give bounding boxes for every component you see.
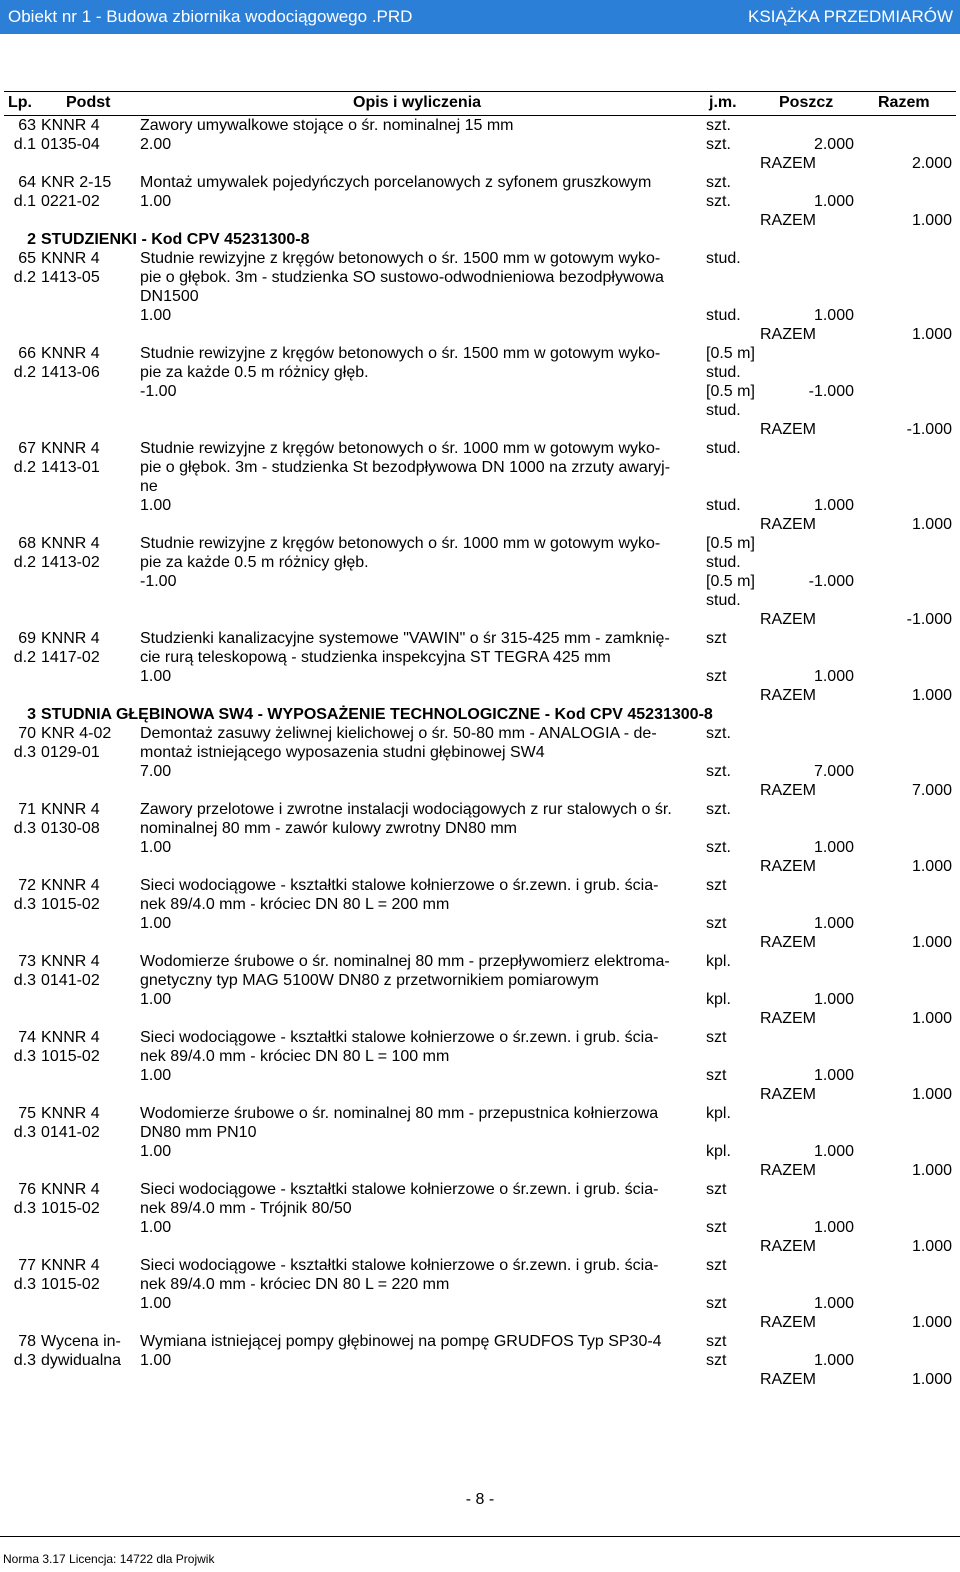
unit-of-measure: stud. xyxy=(706,250,741,267)
quantity: -1.00 xyxy=(140,573,177,590)
basis-code: KNNR 4 xyxy=(41,250,100,267)
item-number: 69 xyxy=(18,630,36,647)
section-title: STUDZIENKI - Kod CPV 45231300-8 xyxy=(41,231,310,248)
unit-of-measure: [0.5 m] xyxy=(706,535,755,552)
quantity: 1.00 xyxy=(140,307,172,324)
description-line: nominalnej 80 mm - zawór kulowy zwrotny DN80 mm xyxy=(140,820,517,837)
total-value: 1.000 xyxy=(911,1162,952,1179)
calculation-line xyxy=(140,990,956,1009)
basis-code-detail: 1413-06 xyxy=(41,364,100,381)
basis-code: KNNR 4 xyxy=(41,877,100,894)
unit-of-measure: szt. xyxy=(706,725,731,742)
quantity-unit: szt. xyxy=(706,763,731,780)
total-value: 1.000 xyxy=(911,1314,952,1331)
calculation-line xyxy=(140,914,956,933)
partial-total: 1.000 xyxy=(813,497,854,514)
item-chapter: d.2 xyxy=(13,459,36,476)
item-chapter: d.2 xyxy=(13,554,36,571)
quantity-unit: stud. xyxy=(706,307,741,324)
partial-total: 1.000 xyxy=(813,1143,854,1160)
description-line: Zawory przelotowe i zwrotne instalacji wodociągowych z rur stalowych o śr. xyxy=(140,801,672,818)
basis-code-detail: 1015-02 xyxy=(41,1200,100,1217)
quantity-unit: szt xyxy=(706,1352,727,1369)
unit-of-measure: stud. xyxy=(706,440,741,457)
total-value: -1.000 xyxy=(906,421,952,438)
section-title: STUDNIA GŁĘBINOWA SW4 - WYPOSAŻENIE TECHNOLOGICZNE - Kod CPV 45231300-8 xyxy=(41,706,713,723)
item-chapter: d.3 xyxy=(13,1276,36,1293)
total-line xyxy=(140,686,956,705)
item-number: 63 xyxy=(18,117,36,134)
unit-of-measure: szt xyxy=(706,630,727,647)
quantity: 1.00 xyxy=(140,915,172,932)
calculation-line xyxy=(140,496,956,515)
total-line xyxy=(140,1085,956,1104)
unit-of-measure: szt xyxy=(706,1257,727,1274)
header-jm: j.m. xyxy=(709,94,737,111)
total-line xyxy=(140,154,956,173)
total-value: 1.000 xyxy=(911,1010,952,1027)
quantity-unit: szt. xyxy=(706,193,731,210)
description-line: Studzienki kanalizacyjne systemowe "VAWIN" o śr 315-425 mm - zamknię- xyxy=(140,630,670,647)
total-line xyxy=(140,420,956,439)
description-line: gnetyczny typ MAG 5100W DN80 z przetwornikiem pomiarowym xyxy=(140,972,599,989)
basis-code-detail: 0130-08 xyxy=(41,820,100,837)
partial-total: 1.000 xyxy=(813,1067,854,1084)
basis-code: KNNR 4 xyxy=(41,1029,100,1046)
basis-code: KNNR 4 xyxy=(41,117,100,134)
item-number: 76 xyxy=(18,1181,36,1198)
quantity-unit: stud. xyxy=(706,402,741,419)
total-value: 1.000 xyxy=(911,687,952,704)
quantity: 1.00 xyxy=(140,991,172,1008)
unit-of-measure: [0.5 m] xyxy=(706,345,755,362)
item-number: 71 xyxy=(18,801,36,818)
total-value: 1.000 xyxy=(911,934,952,951)
description-line: Zawory umywalkowe stojące o śr. nominalnej 15 mm xyxy=(140,117,514,134)
item-chapter: d.1 xyxy=(13,136,36,153)
total-label: RAZEM xyxy=(760,516,816,533)
item-chapter: d.3 xyxy=(13,1124,36,1141)
total-label: RAZEM xyxy=(760,1238,816,1255)
description-line: Studnie rewizyjne z kręgów betonowych o śr. 1000 mm w gotowym wyko- xyxy=(140,535,661,552)
calculation-line xyxy=(140,1218,956,1237)
item-chapter: d.2 xyxy=(13,649,36,666)
item-number: 70 xyxy=(18,725,36,742)
total-line xyxy=(140,325,956,344)
basis-code-detail: 0141-02 xyxy=(41,1124,100,1141)
unit-of-measure: szt. xyxy=(706,117,731,134)
partial-total: 1.000 xyxy=(813,839,854,856)
item-number: 77 xyxy=(18,1257,36,1274)
description-line: Demontaż zasuwy żeliwnej kielichowej o śr. 50-80 mm - ANALOGIA - de- xyxy=(140,725,657,742)
description-line: ne xyxy=(140,478,158,495)
unit-of-measure: szt. xyxy=(706,801,731,818)
partial-total: 1.000 xyxy=(813,1219,854,1236)
item-chapter: d.1 xyxy=(13,193,36,210)
basis-code-detail: 0221-02 xyxy=(41,193,100,210)
basis-code-detail: 1413-05 xyxy=(41,269,100,286)
unit-of-measure: szt. xyxy=(706,174,731,191)
quantity-unit: szt. xyxy=(706,839,731,856)
item-number: 78 xyxy=(18,1333,36,1350)
basis-code: KNNR 4 xyxy=(41,630,100,647)
table-header-row xyxy=(4,91,956,116)
quantity: 1.00 xyxy=(140,839,172,856)
item-number: 73 xyxy=(18,953,36,970)
book-title: KSIĄŻKA PRZEDMIARÓW xyxy=(748,7,953,26)
basis-code: KNNR 4 xyxy=(41,1257,100,1274)
unit-of-measure: kpl. xyxy=(706,1105,731,1122)
total-line xyxy=(140,781,956,800)
description-line: Sieci wodociągowe - kształtki stalowe kołnierzowe o śr.zewn. i grub. ścia- xyxy=(140,1181,659,1198)
unit-of-measure: szt xyxy=(706,877,727,894)
total-value: 1.000 xyxy=(911,1238,952,1255)
basis-code-detail: 0129-01 xyxy=(41,744,100,761)
basis-code: KNNR 4 xyxy=(41,345,100,362)
total-value: 1.000 xyxy=(911,1371,952,1388)
total-label: RAZEM xyxy=(760,1371,816,1388)
total-value: 2.000 xyxy=(911,155,952,172)
calculation-line xyxy=(140,306,956,325)
basis-code-detail: dywidualna xyxy=(41,1352,122,1369)
partial-total: 1.000 xyxy=(813,668,854,685)
description-line: Montaż umywalek pojedyńczych porcelanowych z syfonem gruszkowym xyxy=(140,174,652,191)
calculation-line xyxy=(140,667,956,686)
basis-code-detail: 1417-02 xyxy=(41,649,100,666)
quantity-unit: kpl. xyxy=(706,1143,731,1160)
item-chapter: d.2 xyxy=(13,269,36,286)
total-line xyxy=(140,211,956,230)
item-number: 74 xyxy=(18,1029,36,1046)
basis-code: KNNR 4 xyxy=(41,1105,100,1122)
description-line: pie o głębok. 3m - studzienka SO sustowo-odwodnieniowa bezodpływowa xyxy=(140,269,664,286)
item-number: 68 xyxy=(18,535,36,552)
header-poszcz: Poszcz xyxy=(779,94,834,111)
item-chapter: d.3 xyxy=(13,1048,36,1065)
total-label: RAZEM xyxy=(760,611,816,628)
basis-code: KNNR 4 xyxy=(41,1181,100,1198)
quantity-unit: stud. xyxy=(706,592,741,609)
calculation-line xyxy=(140,192,956,211)
unit-of-measure: szt xyxy=(706,1029,727,1046)
description-line: Wodomierze śrubowe o śr. nominalnej 80 mm - przepływomierz elektroma- xyxy=(140,953,670,970)
basis-code-detail: 0141-02 xyxy=(41,972,100,989)
calculation-line xyxy=(140,1294,956,1313)
section-number: 2 xyxy=(27,231,36,248)
quantity-unit: stud. xyxy=(706,497,741,514)
section-row xyxy=(0,230,960,249)
total-line xyxy=(140,1009,956,1028)
basis-code: Wycena in- xyxy=(41,1333,121,1350)
total-value: 1.000 xyxy=(911,516,952,533)
quantity-unit: szt xyxy=(706,915,727,932)
total-label: RAZEM xyxy=(760,421,816,438)
total-line xyxy=(140,515,956,534)
total-label: RAZEM xyxy=(760,858,816,875)
total-line xyxy=(140,610,956,629)
partial-total: -1.000 xyxy=(808,573,854,590)
partial-total: 1.000 xyxy=(813,915,854,932)
partial-total: 2.000 xyxy=(813,136,854,153)
basis-code-detail: 1015-02 xyxy=(41,1276,100,1293)
description-line: nek 89/4.0 mm - Trójnik 80/50 xyxy=(140,1200,352,1217)
header-razem: Razem xyxy=(878,94,930,111)
total-value: 7.000 xyxy=(911,782,952,799)
document-header-bar xyxy=(0,0,960,34)
description-line: Wodomierze śrubowe o śr. nominalnej 80 mm - przepustnica kołnierzowa xyxy=(140,1105,659,1122)
total-label: RAZEM xyxy=(760,155,816,172)
total-label: RAZEM xyxy=(760,326,816,343)
unit-of-measure: szt xyxy=(706,1181,727,1198)
partial-total: 1.000 xyxy=(813,193,854,210)
calculation-line xyxy=(140,382,956,401)
quantity: 1.00 xyxy=(140,668,172,685)
description-line: pie za każde 0.5 m różnicy głęb. xyxy=(140,364,369,381)
document-title: Obiekt nr 1 - Budowa zbiornika wodociągowego .PRD xyxy=(8,7,413,26)
quantity: 1.00 xyxy=(140,497,172,514)
section-number: 3 xyxy=(27,706,36,723)
calculation-line xyxy=(140,135,956,154)
partial-total: 1.000 xyxy=(813,1352,854,1369)
calculation-line xyxy=(140,1351,956,1370)
quantity: 2.00 xyxy=(140,136,172,153)
basis-code-detail: 0135-04 xyxy=(41,136,100,153)
total-line xyxy=(140,1370,956,1389)
quantity: 7.00 xyxy=(140,763,172,780)
item-number: 66 xyxy=(18,345,36,362)
partial-total: 7.000 xyxy=(813,763,854,780)
total-label: RAZEM xyxy=(760,212,816,229)
item-chapter: d.3 xyxy=(13,1352,36,1369)
item-chapter: d.3 xyxy=(13,896,36,913)
total-line xyxy=(140,933,956,952)
description-line: pie za każde 0.5 m różnicy głęb. xyxy=(140,554,369,571)
description-line: DN80 mm PN10 xyxy=(140,1124,257,1141)
unit-of-measure: szt xyxy=(706,1333,727,1350)
basis-code-detail: 1413-01 xyxy=(41,459,100,476)
total-value: 1.000 xyxy=(911,212,952,229)
calculation-line xyxy=(140,401,956,420)
item-number: 67 xyxy=(18,440,36,457)
section-row xyxy=(0,705,960,724)
partial-total: 1.000 xyxy=(813,307,854,324)
quantity-unit: kpl. xyxy=(706,991,731,1008)
item-number: 75 xyxy=(18,1105,36,1122)
description-line: montaż istniejącego wyposazenia studni głębinowej SW4 xyxy=(140,744,545,761)
quantity: 1.00 xyxy=(140,1352,172,1369)
basis-code: KNNR 4 xyxy=(41,953,100,970)
page-number: - 8 - xyxy=(465,1491,495,1508)
description-line: DN1500 xyxy=(140,288,199,305)
partial-total: 1.000 xyxy=(813,1295,854,1312)
item-chapter: d.3 xyxy=(13,972,36,989)
quantity: 1.00 xyxy=(140,1219,172,1236)
total-label: RAZEM xyxy=(760,687,816,704)
basis-code-detail: 1015-02 xyxy=(41,1048,100,1065)
quantity-unit: [0.5 m] xyxy=(706,573,755,590)
unit-of-measure: kpl. xyxy=(706,953,731,970)
quantity: -1.00 xyxy=(140,383,177,400)
description-line: Sieci wodociągowe - kształtki stalowe kołnierzowe o śr.zewn. i grub. ścia- xyxy=(140,877,659,894)
quantity: 1.00 xyxy=(140,1067,172,1084)
description-line: Sieci wodociągowe - kształtki stalowe kołnierzowe o śr.zewn. i grub. ścia- xyxy=(140,1029,659,1046)
description-line: nek 89/4.0 mm - króciec DN 80 L = 200 mm xyxy=(140,896,450,913)
partial-total: -1.000 xyxy=(808,383,854,400)
description-line: cie rurą teleskopową - studzienka inspekcyjna ST TEGRA 425 mm xyxy=(140,649,611,666)
total-label: RAZEM xyxy=(760,1010,816,1027)
description-line: pie o głębok. 3m - studzienka St bezodpływowa DN 1000 na zrzuty awaryj- xyxy=(140,459,671,476)
quantity-unit: [0.5 m] xyxy=(706,383,755,400)
unit-of-measure: stud. xyxy=(706,364,741,381)
unit-of-measure: stud. xyxy=(706,554,741,571)
basis-code: KNNR 4 xyxy=(41,801,100,818)
basis-code-detail: 1413-02 xyxy=(41,554,100,571)
basis-code: KNR 2-15 xyxy=(41,174,112,191)
partial-total: 1.000 xyxy=(813,991,854,1008)
item-chapter: d.3 xyxy=(13,1200,36,1217)
description-line: nek 89/4.0 mm - króciec DN 80 L = 100 mm xyxy=(140,1048,450,1065)
description-line: nek 89/4.0 mm - króciec DN 80 L = 220 mm xyxy=(140,1276,450,1293)
description-line: Studnie rewizyjne z kręgów betonowych o śr. 1500 mm w gotowym wyko- xyxy=(140,250,661,267)
calculation-line xyxy=(140,762,956,781)
quantity-unit: szt. xyxy=(706,136,731,153)
footer-divider xyxy=(0,1536,960,1537)
quantity: 1.00 xyxy=(140,1295,172,1312)
total-label: RAZEM xyxy=(760,934,816,951)
total-label: RAZEM xyxy=(760,1162,816,1179)
header-podst: Podst xyxy=(66,94,111,111)
total-label: RAZEM xyxy=(760,1314,816,1331)
total-line xyxy=(140,1313,956,1332)
header-opis: Opis i wyliczenia xyxy=(353,94,482,111)
calculation-line xyxy=(140,838,956,857)
total-line xyxy=(140,1237,956,1256)
footer-license: Norma 3.17 Licencja: 14722 dla Projwik xyxy=(3,1552,215,1566)
item-number: 72 xyxy=(18,877,36,894)
basis-code-detail: 1015-02 xyxy=(41,896,100,913)
calculation-line xyxy=(140,591,956,610)
total-line xyxy=(140,1161,956,1180)
total-line xyxy=(140,857,956,876)
basis-code: KNR 4-02 xyxy=(41,725,112,742)
item-chapter: d.3 xyxy=(13,744,36,761)
quantity-unit: szt xyxy=(706,1219,727,1236)
total-label: RAZEM xyxy=(760,782,816,799)
description-line: Studnie rewizyjne z kręgów betonowych o śr. 1000 mm w gotowym wyko- xyxy=(140,440,661,457)
calculation-line xyxy=(140,572,956,591)
quantity-unit: szt xyxy=(706,1295,727,1312)
quantity-unit: szt xyxy=(706,1067,727,1084)
description-line: Studnie rewizyjne z kręgów betonowych o śr. 1500 mm w gotowym wyko- xyxy=(140,345,661,362)
basis-code: KNNR 4 xyxy=(41,535,100,552)
calculation-line xyxy=(140,1142,956,1161)
total-value: 1.000 xyxy=(911,326,952,343)
quantity: 1.00 xyxy=(140,1143,172,1160)
description-line: Sieci wodociągowe - kształtki stalowe kołnierzowe o śr.zewn. i grub. ścia- xyxy=(140,1257,659,1274)
total-value: -1.000 xyxy=(906,611,952,628)
header-lp: Lp. xyxy=(8,94,32,111)
item-number: 64 xyxy=(18,174,36,191)
basis-code: KNNR 4 xyxy=(41,440,100,457)
total-label: RAZEM xyxy=(760,1086,816,1103)
total-value: 1.000 xyxy=(911,1086,952,1103)
quantity: 1.00 xyxy=(140,193,172,210)
calculation-line xyxy=(140,1066,956,1085)
item-chapter: d.3 xyxy=(13,820,36,837)
total-value: 1.000 xyxy=(911,858,952,875)
quantity-unit: szt xyxy=(706,668,727,685)
item-chapter: d.2 xyxy=(13,364,36,381)
item-number: 65 xyxy=(18,250,36,267)
description-line: Wymiana istniejącej pompy głębinowej na pompę GRUDFOS Typ SP30-4 xyxy=(140,1333,662,1350)
